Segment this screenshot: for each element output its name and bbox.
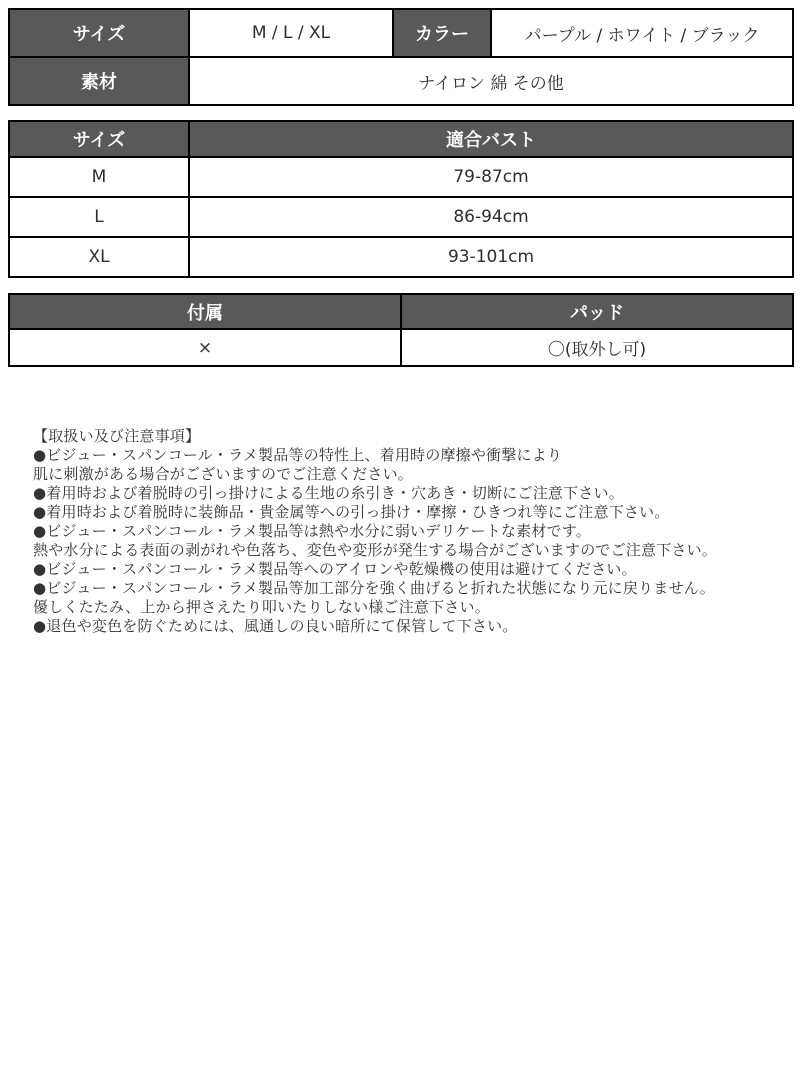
spec-material-value: ナイロン 綿 その他	[189, 57, 793, 105]
spec-size-header: サイズ	[9, 9, 189, 57]
notes-line: ●着用時および着脱時に装飾品・貴金属等への引っ掛け・摩擦・ひきつれ等にご注意下さい。	[33, 503, 670, 521]
size-chart-header-row	[9, 121, 793, 157]
spec-size-value: M / L / XL	[189, 9, 393, 57]
bust-cell: 79-87cm	[189, 157, 793, 197]
spec-row-material	[9, 57, 793, 105]
accessory-header-row	[9, 294, 793, 329]
size-cell: XL	[9, 237, 189, 277]
notes-line: ●着用時および着脱時の引っ掛けによる生地の糸引き・穴あき・切断にご注意下さい。	[33, 484, 624, 502]
size-chart-table	[8, 120, 794, 278]
spec-row-size-color	[9, 9, 793, 57]
accessory-value: ×	[9, 329, 401, 366]
size-chart-row-l	[9, 197, 793, 237]
notes-line: ●ビジュー・スパンコール・ラメ製品等の特性上、着用時の摩擦や衝撃により	[33, 446, 563, 464]
notes-line: ●ビジュー・スパンコール・ラメ製品等加工部分を強く曲げると折れた状態になり元に戻りません。	[33, 579, 715, 597]
size-cell: M	[9, 157, 189, 197]
notes-line: ●ビジュー・スパンコール・ラメ製品等へのアイロンや乾燥機の使用は避けてください。	[33, 560, 637, 578]
bust-cell: 93-101cm	[189, 237, 793, 277]
accessory-header: 付属	[9, 294, 401, 329]
accessory-value-row	[9, 329, 793, 366]
notes-line: ●退色や変色を防ぐためには、風通しの良い暗所にて保管して下さい。	[33, 617, 518, 635]
spec-color-header: カラー	[393, 9, 491, 57]
notes-line: ●ビジュー・スパンコール・ラメ製品等は熱や水分に弱いデリケートな素材です。	[33, 522, 591, 540]
spec-material-header: 素材	[9, 57, 189, 105]
pad-header: パッド	[401, 294, 793, 329]
size-cell: L	[9, 197, 189, 237]
handling-notes	[33, 427, 776, 636]
notes-title: 【取扱い及び注意事項】	[33, 427, 201, 445]
notes-line: 優しくたたみ、上から押さえたり叩いたりしない様ご注意下さい。	[33, 598, 490, 616]
size-chart-size-header: サイズ	[9, 121, 189, 157]
spec-table	[8, 8, 794, 106]
spec-color-value: パープル / ホワイト / ブラック	[491, 9, 793, 57]
pad-value: 〇(取外し可)	[401, 329, 793, 366]
notes-line: 熱や水分による表面の剥がれや色落ち、変色や変形が発生する場合がございますのでご注意下さい。	[33, 541, 718, 559]
bust-cell: 86-94cm	[189, 197, 793, 237]
size-chart-row-xl	[9, 237, 793, 277]
accessory-table	[8, 293, 794, 367]
notes-line: 肌に刺激がある場合がございますのでご注意ください。	[33, 465, 414, 483]
size-chart-row-m	[9, 157, 793, 197]
size-chart-bust-header: 適合バスト	[189, 121, 793, 157]
